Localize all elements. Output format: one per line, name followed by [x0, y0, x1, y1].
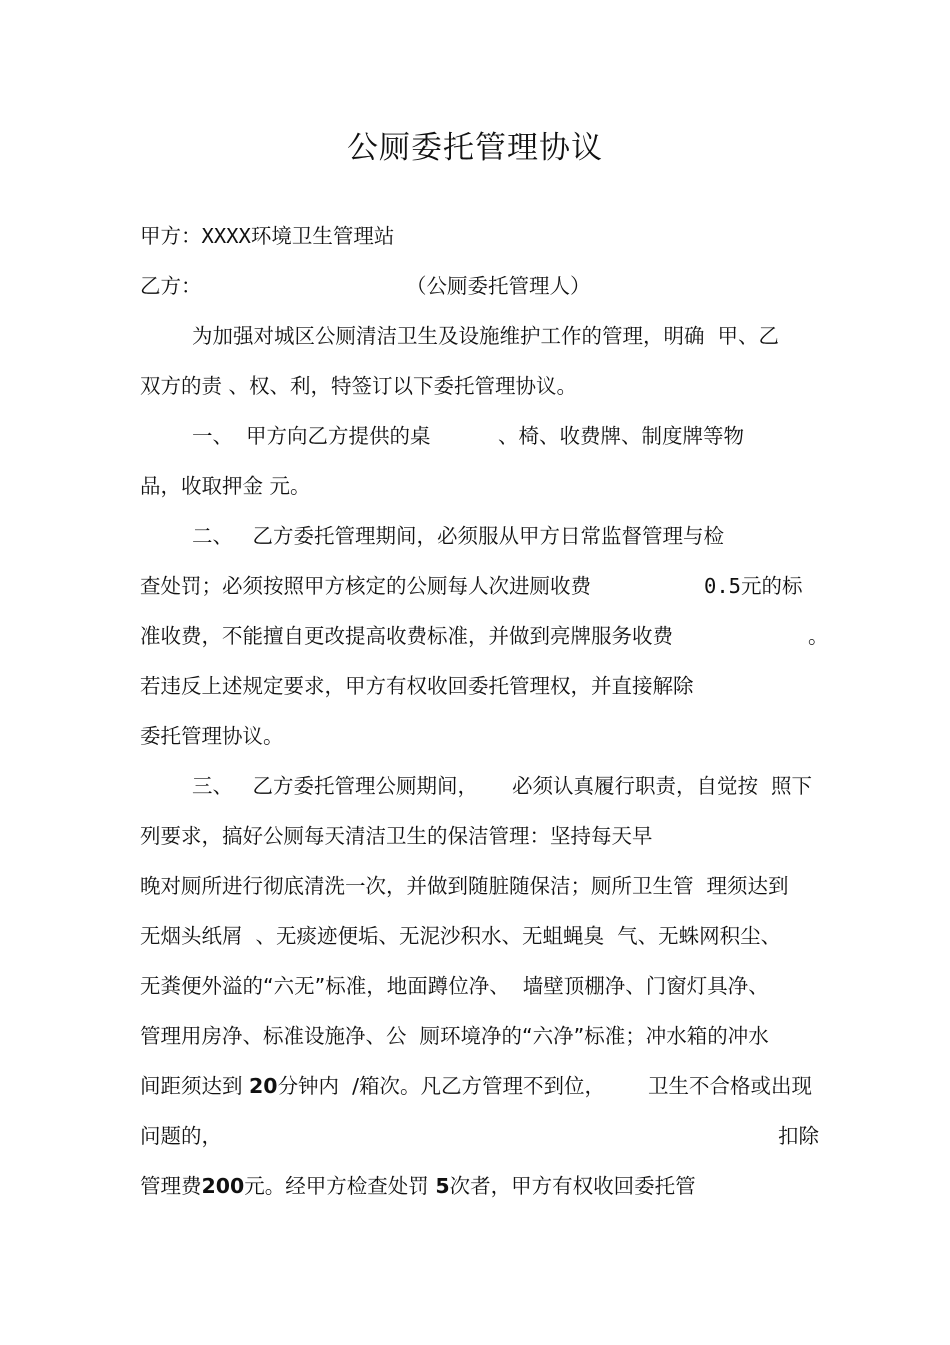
clause3-line-7a: 间距须达到 — [140, 1074, 250, 1098]
party-a-org-code: XXXX — [201, 224, 251, 248]
clause3-times: 5 — [435, 1174, 450, 1198]
clause3-line-3: 晚对厕所进行彻底清洗一次，并做到随脏随保洁；厕所卫生管 理须达到 — [140, 874, 789, 898]
clause2-line-2a: 查处罚；必须按照甲方核定的公厕每人次进厕收费 — [140, 574, 591, 598]
party-b-role: （公厕委托管理人） — [406, 274, 591, 298]
clause3-line-1b: 必须认真履行职责，自觉按 照下 — [512, 774, 813, 798]
clause2-line-4: 若违反上述规定要求，甲方有权收回委托管理权，并直接解除 — [140, 674, 694, 698]
party-a-label: 甲方： — [140, 224, 202, 248]
clause2-fee: 0.5 — [704, 574, 742, 598]
party-a-org-name: 环境卫生管理站 — [250, 224, 395, 248]
clause3-line-4: 无烟头纸屑 、无痰迹便垢、无泥沙积水、无蛆蝇臭 气、无蛛网积尘、 — [140, 924, 782, 948]
clause2-line-3b: 。 — [808, 624, 829, 648]
intro-line-1: 为加强对城区公厕清洁卫生及设施维护工作的管理，明确 甲、乙 — [192, 324, 780, 348]
clause3-line-8b: 扣除 — [778, 1124, 819, 1148]
clause3-line-5: 无粪便外溢的“六无”标准，地面蹲位净、 墙壁顶棚净、门窗灯具净、 — [140, 974, 769, 998]
clause2-line-1: 二、 乙方委托管理期间，必须服从甲方日常监督管理与检 — [192, 524, 725, 548]
clause2-line-3a: 准收费，不能擅自更改提高收费标准，并做到亮牌服务收费 — [140, 624, 673, 648]
clause3-line-2: 列要求，搞好公厕每天清洁卫生的保洁管理：坚持每天早 — [140, 824, 653, 848]
intro-line-2: 双方的责 、权、利，特签订以下委托管理协议。 — [140, 374, 578, 398]
clause1-line-2: 品，收取押金 元。 — [140, 474, 311, 498]
clause2-line-5: 委托管理协议。 — [140, 724, 284, 748]
clause1-line-1b: 、椅、收费牌、制度牌等物 — [498, 424, 744, 448]
clause3-line-9a: 管理费 — [140, 1174, 202, 1198]
clause3-line-1a: 三、 乙方委托管理公厕期间， — [192, 774, 479, 798]
document-title: 公厕委托管理协议 — [347, 130, 603, 166]
clause1-line-1a: 一、 甲方向乙方提供的桌 — [192, 424, 431, 448]
clause2-line-2b: 元的标 — [741, 574, 803, 598]
clause3-line-9b: 元。经甲方检查处罚 — [244, 1174, 436, 1198]
clause3-line-7c: 卫生不合格或出现 — [648, 1074, 812, 1098]
clause3-minutes: 20 — [249, 1074, 278, 1098]
clause3-line-7b: 分钟内 /箱次。凡乙方管理不到位， — [277, 1074, 606, 1098]
clause3-line-6: 管理用房净、标准设施净、公 厕环境净的“六净”标准；冲水箱的冲水 — [140, 1024, 769, 1048]
clause3-line-7 — [140, 1072, 605, 1100]
clause3-line-9 — [140, 1172, 696, 1200]
clause3-line-8a: 问题的， — [140, 1124, 222, 1148]
clause3-deduction: 200 — [201, 1174, 245, 1198]
party-b-label: 乙方： — [140, 274, 202, 298]
clause3-line-9c: 次者，甲方有权收回委托管 — [449, 1174, 696, 1198]
party-a-line — [140, 222, 394, 250]
clause2-fee-line — [704, 572, 803, 600]
